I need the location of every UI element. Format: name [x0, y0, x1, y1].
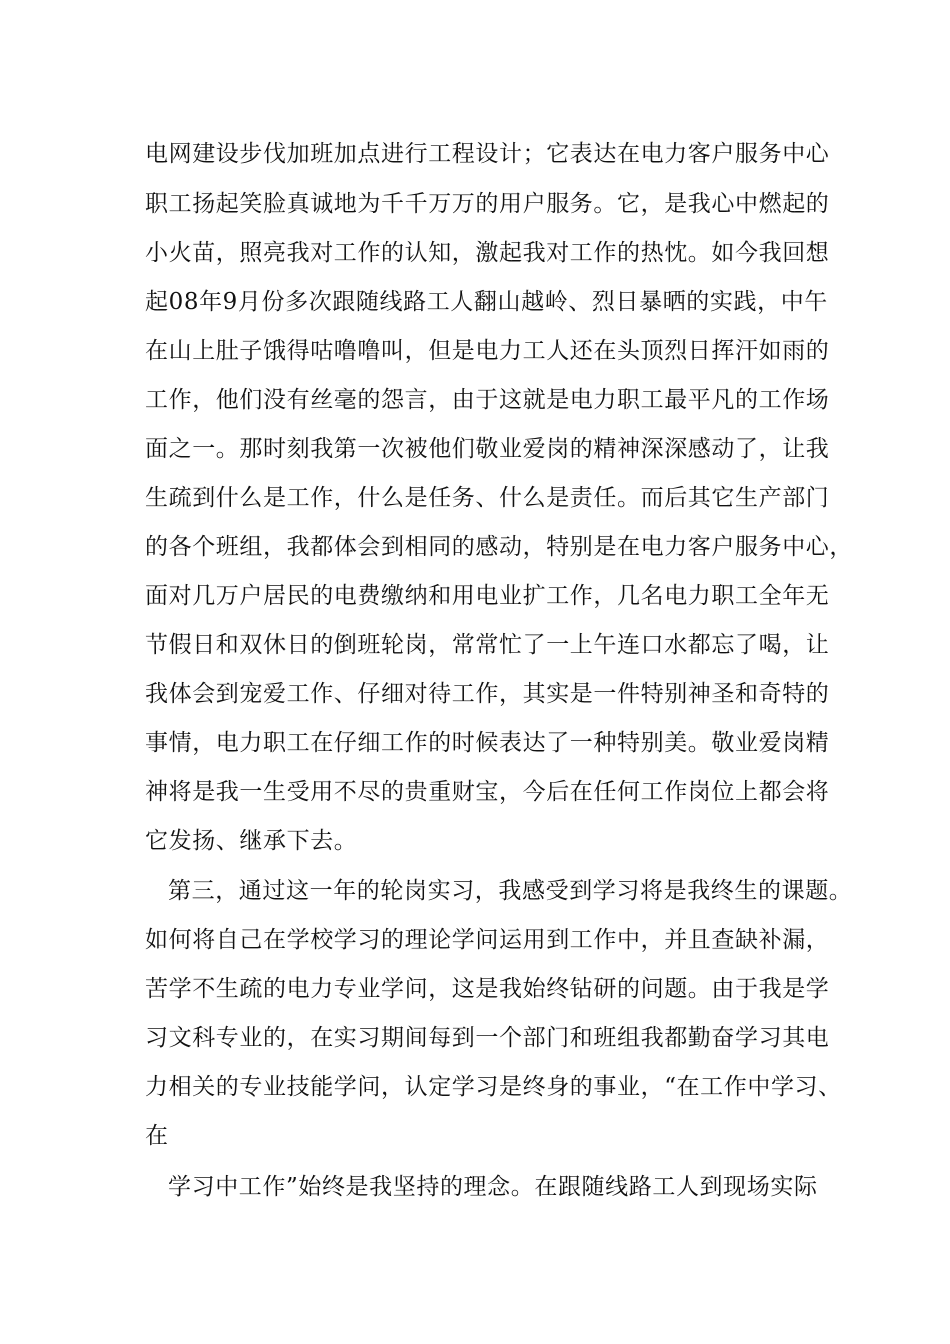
- text-line: 神将是我一生受用不尽的贵重财宝，今后在任何工作岗位上都会将: [145, 779, 830, 805]
- text-line: 如何将自己在学校学习的理论学问运用到工作中，并且查缺补漏，: [145, 927, 830, 953]
- text-line: 它发扬、继承下去。: [145, 828, 358, 854]
- text-line: 的各个班组，我都体会到相同的感动，特别是在电力客户服务中心，: [145, 534, 853, 560]
- text-line: 生疏到什么是工作，什么是任务、什么是责任。而后其它生产部门: [145, 485, 830, 511]
- text-line: 工作，他们没有丝毫的怨言，由于这就是电力职工最平凡的工作场: [145, 387, 830, 413]
- text-line: 小火苗，照亮我对工作的认知，激起我对工作的热忱。如今我回想: [145, 240, 830, 266]
- text-line: 我体会到宠爱工作、仔细对待工作，其实是一件特别神圣和奇特的: [145, 681, 830, 707]
- text-line: 在山上肚子饿得咕噜噜叫，但是电力工人还在头顶烈日挥汗如雨的: [145, 338, 830, 364]
- text-line: 面之一。那时刻我第一次被他们敬业爱岗的精神深深感动了，让我: [145, 436, 830, 462]
- text-line: 面对几万户居民的电费缴纳和用电业扩工作，几名电力职工全年无: [145, 583, 830, 609]
- text-line: 职工扬起笑脸真诚地为千千万万的用户服务。它，是我心中燃起的: [145, 191, 830, 217]
- text-line: 苦学不生疏的电力专业学问，这是我始终钻研的问题。由于我是学: [145, 976, 830, 1002]
- text-line: 事情，电力职工在仔细工作的时候表达了一种特别美。敬业爱岗精: [145, 730, 830, 756]
- text-line: 节假日和双休日的倒班轮岗，常常忙了一上午连口水都忘了喝，让: [145, 632, 830, 658]
- paragraph-start-line: 第三，通过这一年的轮岗实习，我感受到学习将是我终生的课题。: [168, 878, 853, 904]
- text-line: 力相关的专业技能学问，认定学习是终身的事业，“在工作中学习、: [145, 1074, 842, 1100]
- text-line: 电网建设步伐加班加点进行工程设计；它表达在电力客户服务中心: [145, 141, 830, 167]
- text-line: 起08年9月份多次跟随线路工人翻山越岭、烈日暴晒的实践，中午: [145, 289, 828, 315]
- paragraph-start-line: 学习中工作”始终是我坚持的理念。在跟随线路工人到现场实际: [168, 1174, 818, 1200]
- text-line: 习文科专业的，在实习期间每到一个部门和班组我都勤奋学习其电: [145, 1025, 830, 1051]
- text-line: 在: [145, 1123, 169, 1149]
